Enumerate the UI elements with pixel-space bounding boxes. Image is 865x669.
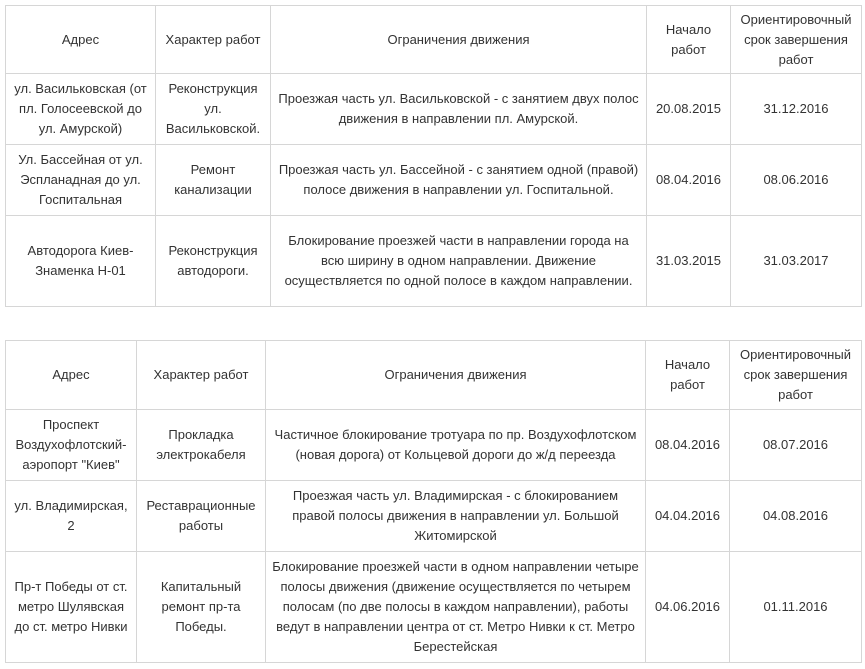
cell-start-date: 08.04.2016 (647, 145, 731, 216)
cell-work-type: Капитальный ремонт пр-та Победы. (137, 552, 266, 663)
table-header-row (6, 341, 862, 410)
cell-work-type: Реконструкция автодороги. (156, 216, 271, 307)
header-start: Начало работ (646, 341, 730, 410)
header-work-type: Характер работ (137, 341, 266, 410)
cell-restrictions: Проезжая часть ул. Васильковской - с занятием двух полос движения в направлении пл. Амурской. (271, 74, 647, 145)
cell-work-type: Реконструкция ул. Васильковской. (156, 74, 271, 145)
cell-address: Пр-т Победы от ст. метро Шулявская до ст. метро Нивки (6, 552, 137, 663)
cell-address: Проспект Воздухофлотский-аэропорт "Киев" (6, 410, 137, 481)
cell-start-date: 04.06.2016 (646, 552, 730, 663)
table-row (6, 481, 862, 552)
cell-work-type: Прокладка электрокабеля (137, 410, 266, 481)
roadworks-table-1 (5, 5, 862, 307)
header-restrictions: Ограничения движения (266, 341, 646, 410)
table-row (6, 74, 862, 145)
cell-end-date: 01.11.2016 (730, 552, 862, 663)
cell-end-date: 31.12.2016 (731, 74, 862, 145)
roadworks-table-2 (5, 340, 862, 663)
header-start: Начало работ (647, 6, 731, 74)
cell-work-type: Реставрационные работы (137, 481, 266, 552)
cell-restrictions: Блокирование проезжей части в направлении города на всю ширину в одном направлении. Движение осуществляется по одной полосе в каждом направлении. (271, 216, 647, 307)
cell-restrictions: Блокирование проезжей части в одном направлении четыре полосы движения (движение осуществляется по четырем полосам (по две полосы в каждом направлении), работы ведут в направлении центра от ст. Метро Нивки к ст. Метро Берестейская (266, 552, 646, 663)
cell-restrictions: Проезжая часть ул. Бассейной - с занятием одной (правой) полосе движения в направлении ул. Госпитальной. (271, 145, 647, 216)
cell-start-date: 20.08.2015 (647, 74, 731, 145)
header-end: Ориентировочный срок завершения работ (731, 6, 862, 74)
cell-start-date: 31.03.2015 (647, 216, 731, 307)
cell-end-date: 04.08.2016 (730, 481, 862, 552)
cell-address: ул. Владимирская, 2 (6, 481, 137, 552)
cell-start-date: 04.04.2016 (646, 481, 730, 552)
cell-end-date: 08.07.2016 (730, 410, 862, 481)
table-row (6, 410, 862, 481)
table-row (6, 552, 862, 663)
cell-start-date: 08.04.2016 (646, 410, 730, 481)
header-work-type: Характер работ (156, 6, 271, 74)
table-row (6, 216, 862, 307)
cell-address: ул. Васильковская (от пл. Голосеевской до ул. Амурской) (6, 74, 156, 145)
table-row (6, 145, 862, 216)
header-restrictions: Ограничения движения (271, 6, 647, 74)
cell-address: Ул. Бассейная от ул. Эспланадная до ул. Госпитальная (6, 145, 156, 216)
header-address: Адрес (6, 6, 156, 74)
table-header-row (6, 6, 862, 74)
cell-end-date: 08.06.2016 (731, 145, 862, 216)
cell-restrictions: Проезжая часть ул. Владимирская - с блокированием правой полосы движения в направлении ул. Большой Житомирской (266, 481, 646, 552)
cell-end-date: 31.03.2017 (731, 216, 862, 307)
cell-restrictions: Частичное блокирование тротуара по пр. Воздухофлотском (новая дорога) от Кольцевой дороги до ж/д переезда (266, 410, 646, 481)
cell-address: Автодорога Киев-Знаменка Н-01 (6, 216, 156, 307)
cell-work-type: Ремонт канализации (156, 145, 271, 216)
header-end: Ориентировочный срок завершения работ (730, 341, 862, 410)
header-address: Адрес (6, 341, 137, 410)
